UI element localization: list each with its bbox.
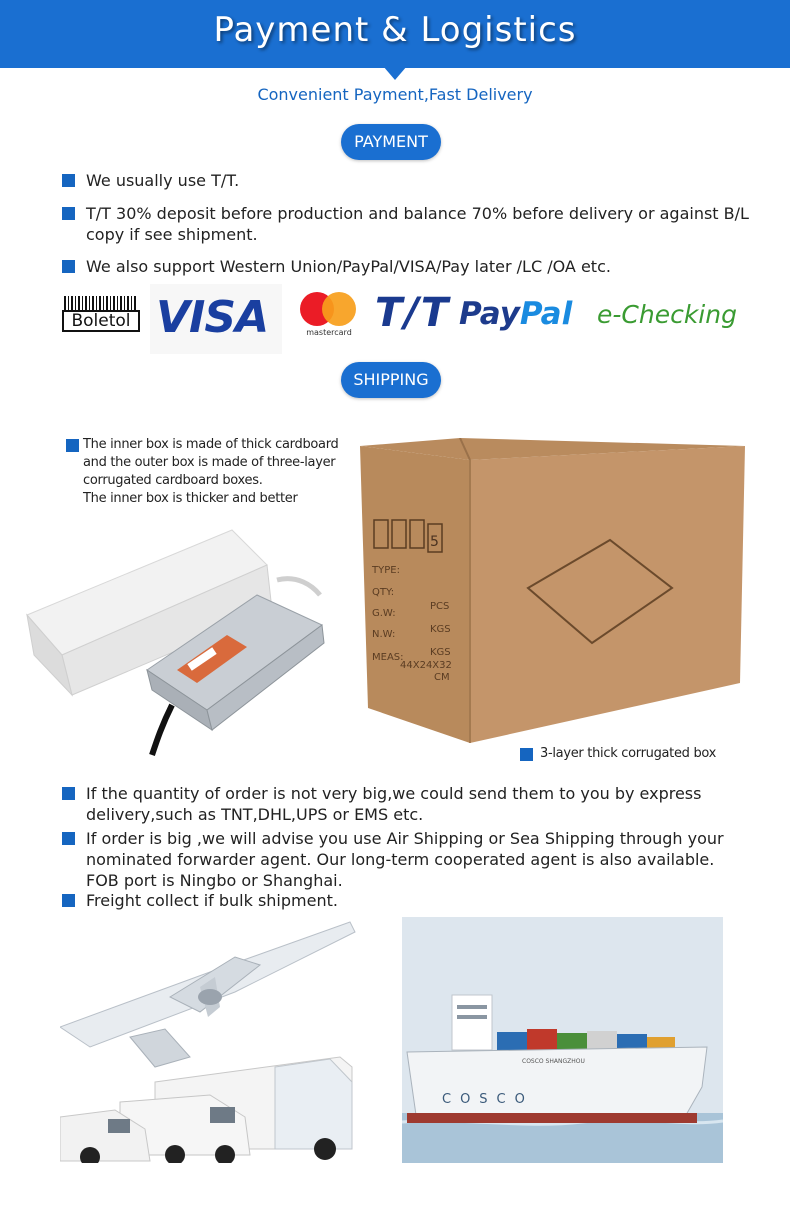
paypal-logo	[459, 296, 572, 332]
bullet-text: delivery,such as TNT,DHL,UPS or EMS etc.	[86, 805, 424, 824]
bullet-square-icon	[62, 174, 75, 187]
air-and-road-freight-photo	[60, 917, 360, 1163]
bullet-text: Freight collect if bulk shipment.	[86, 891, 338, 910]
bullet-square-icon	[62, 787, 75, 800]
bullet-square-icon	[62, 894, 75, 907]
paypal-logo-text: Pal	[519, 296, 573, 332]
bullet-text: copy if see shipment.	[86, 225, 258, 244]
bullet-text: We usually use T/T.	[86, 171, 240, 190]
shipping-bullet	[62, 890, 762, 912]
bullet-text: nominated forwarder agent. Our long-term cooperated agent is also available.	[86, 850, 715, 869]
note-line: and the outer box is made of three-layer	[83, 455, 336, 470]
mastercard-logo	[298, 292, 360, 340]
boletol-logo-text: Boletol	[62, 310, 140, 332]
carton-mark: PCS	[430, 601, 450, 612]
bullet-text: If the quantity of order is not very big,we could send them to you by express	[86, 784, 702, 803]
bullet-text: If order is big ,we will advise you use Air Shipping or Sea Shipping through your	[86, 829, 724, 848]
visa-logo-text: VISA	[156, 292, 269, 343]
outer-corrugated-box-photo	[360, 438, 750, 743]
header-banner	[0, 0, 790, 68]
carton-mark: QTY:	[372, 587, 395, 598]
bullet-text: FOB port is Ningbo or Shanghai.	[86, 871, 343, 890]
bullet-square-icon	[520, 748, 533, 761]
echecking-logo: e-Checking	[597, 300, 737, 329]
tt-logo: T/T	[375, 290, 451, 336]
payment-bullet	[62, 203, 762, 247]
bullet-square-icon	[62, 260, 75, 273]
carton-mark: TYPE:	[372, 565, 400, 576]
ship-hull-text: COSCO	[442, 1092, 534, 1107]
visa-logo	[150, 284, 282, 354]
payment-bullet	[62, 170, 762, 192]
container-ship-photo	[402, 917, 723, 1163]
carton-mark: CM	[434, 672, 450, 683]
banner-pointer	[383, 66, 407, 80]
carton-mark: G.W:	[372, 608, 396, 619]
carton-mark: KGS	[430, 647, 451, 658]
shipping-section-badge: SHIPPING	[341, 362, 441, 398]
mastercard-orange-circle-icon	[322, 292, 356, 326]
bullet-text: We also support Western Union/PayPal/VISA/Pay later /LC /OA etc.	[86, 257, 611, 276]
shipping-bullet	[62, 783, 762, 827]
payment-bullet	[62, 256, 762, 278]
carton-mark: 44X24X32	[400, 660, 452, 671]
note-line: The inner box is thicker and better	[83, 491, 298, 506]
carton-mark: N.W:	[372, 629, 396, 640]
bullet-square-icon	[62, 207, 75, 220]
inner-box-note	[66, 436, 356, 510]
shipping-bullet	[62, 828, 762, 892]
mastercard-logo-text: mastercard	[306, 328, 352, 337]
inner-box-product-photo	[22, 515, 342, 765]
bullet-text: T/T 30% deposit before production and balance 70% before delivery or against B/L	[86, 204, 749, 223]
paypal-logo-text: Pay	[459, 296, 520, 332]
ship-name-text: COSCO SHANGZHOU	[522, 1058, 585, 1065]
carton-mark: MEAS:	[372, 652, 404, 663]
bullet-square-icon	[66, 439, 79, 452]
boletol-logo	[62, 296, 140, 334]
bullet-square-icon	[62, 832, 75, 845]
note-line: The inner box is made of thick cardboard	[83, 437, 339, 452]
box-caption-text: 3-layer thick corrugated box	[540, 746, 717, 761]
page-title: Payment & Logistics	[213, 10, 577, 50]
barcode-icon	[64, 296, 138, 310]
carton-mark: KGS	[430, 624, 451, 635]
page-subtitle: Convenient Payment,Fast Delivery	[257, 85, 533, 104]
payment-section-badge: PAYMENT	[341, 124, 441, 160]
note-line: corrugated cardboard boxes.	[83, 473, 263, 488]
carton-stack-mark: 5	[430, 534, 439, 550]
